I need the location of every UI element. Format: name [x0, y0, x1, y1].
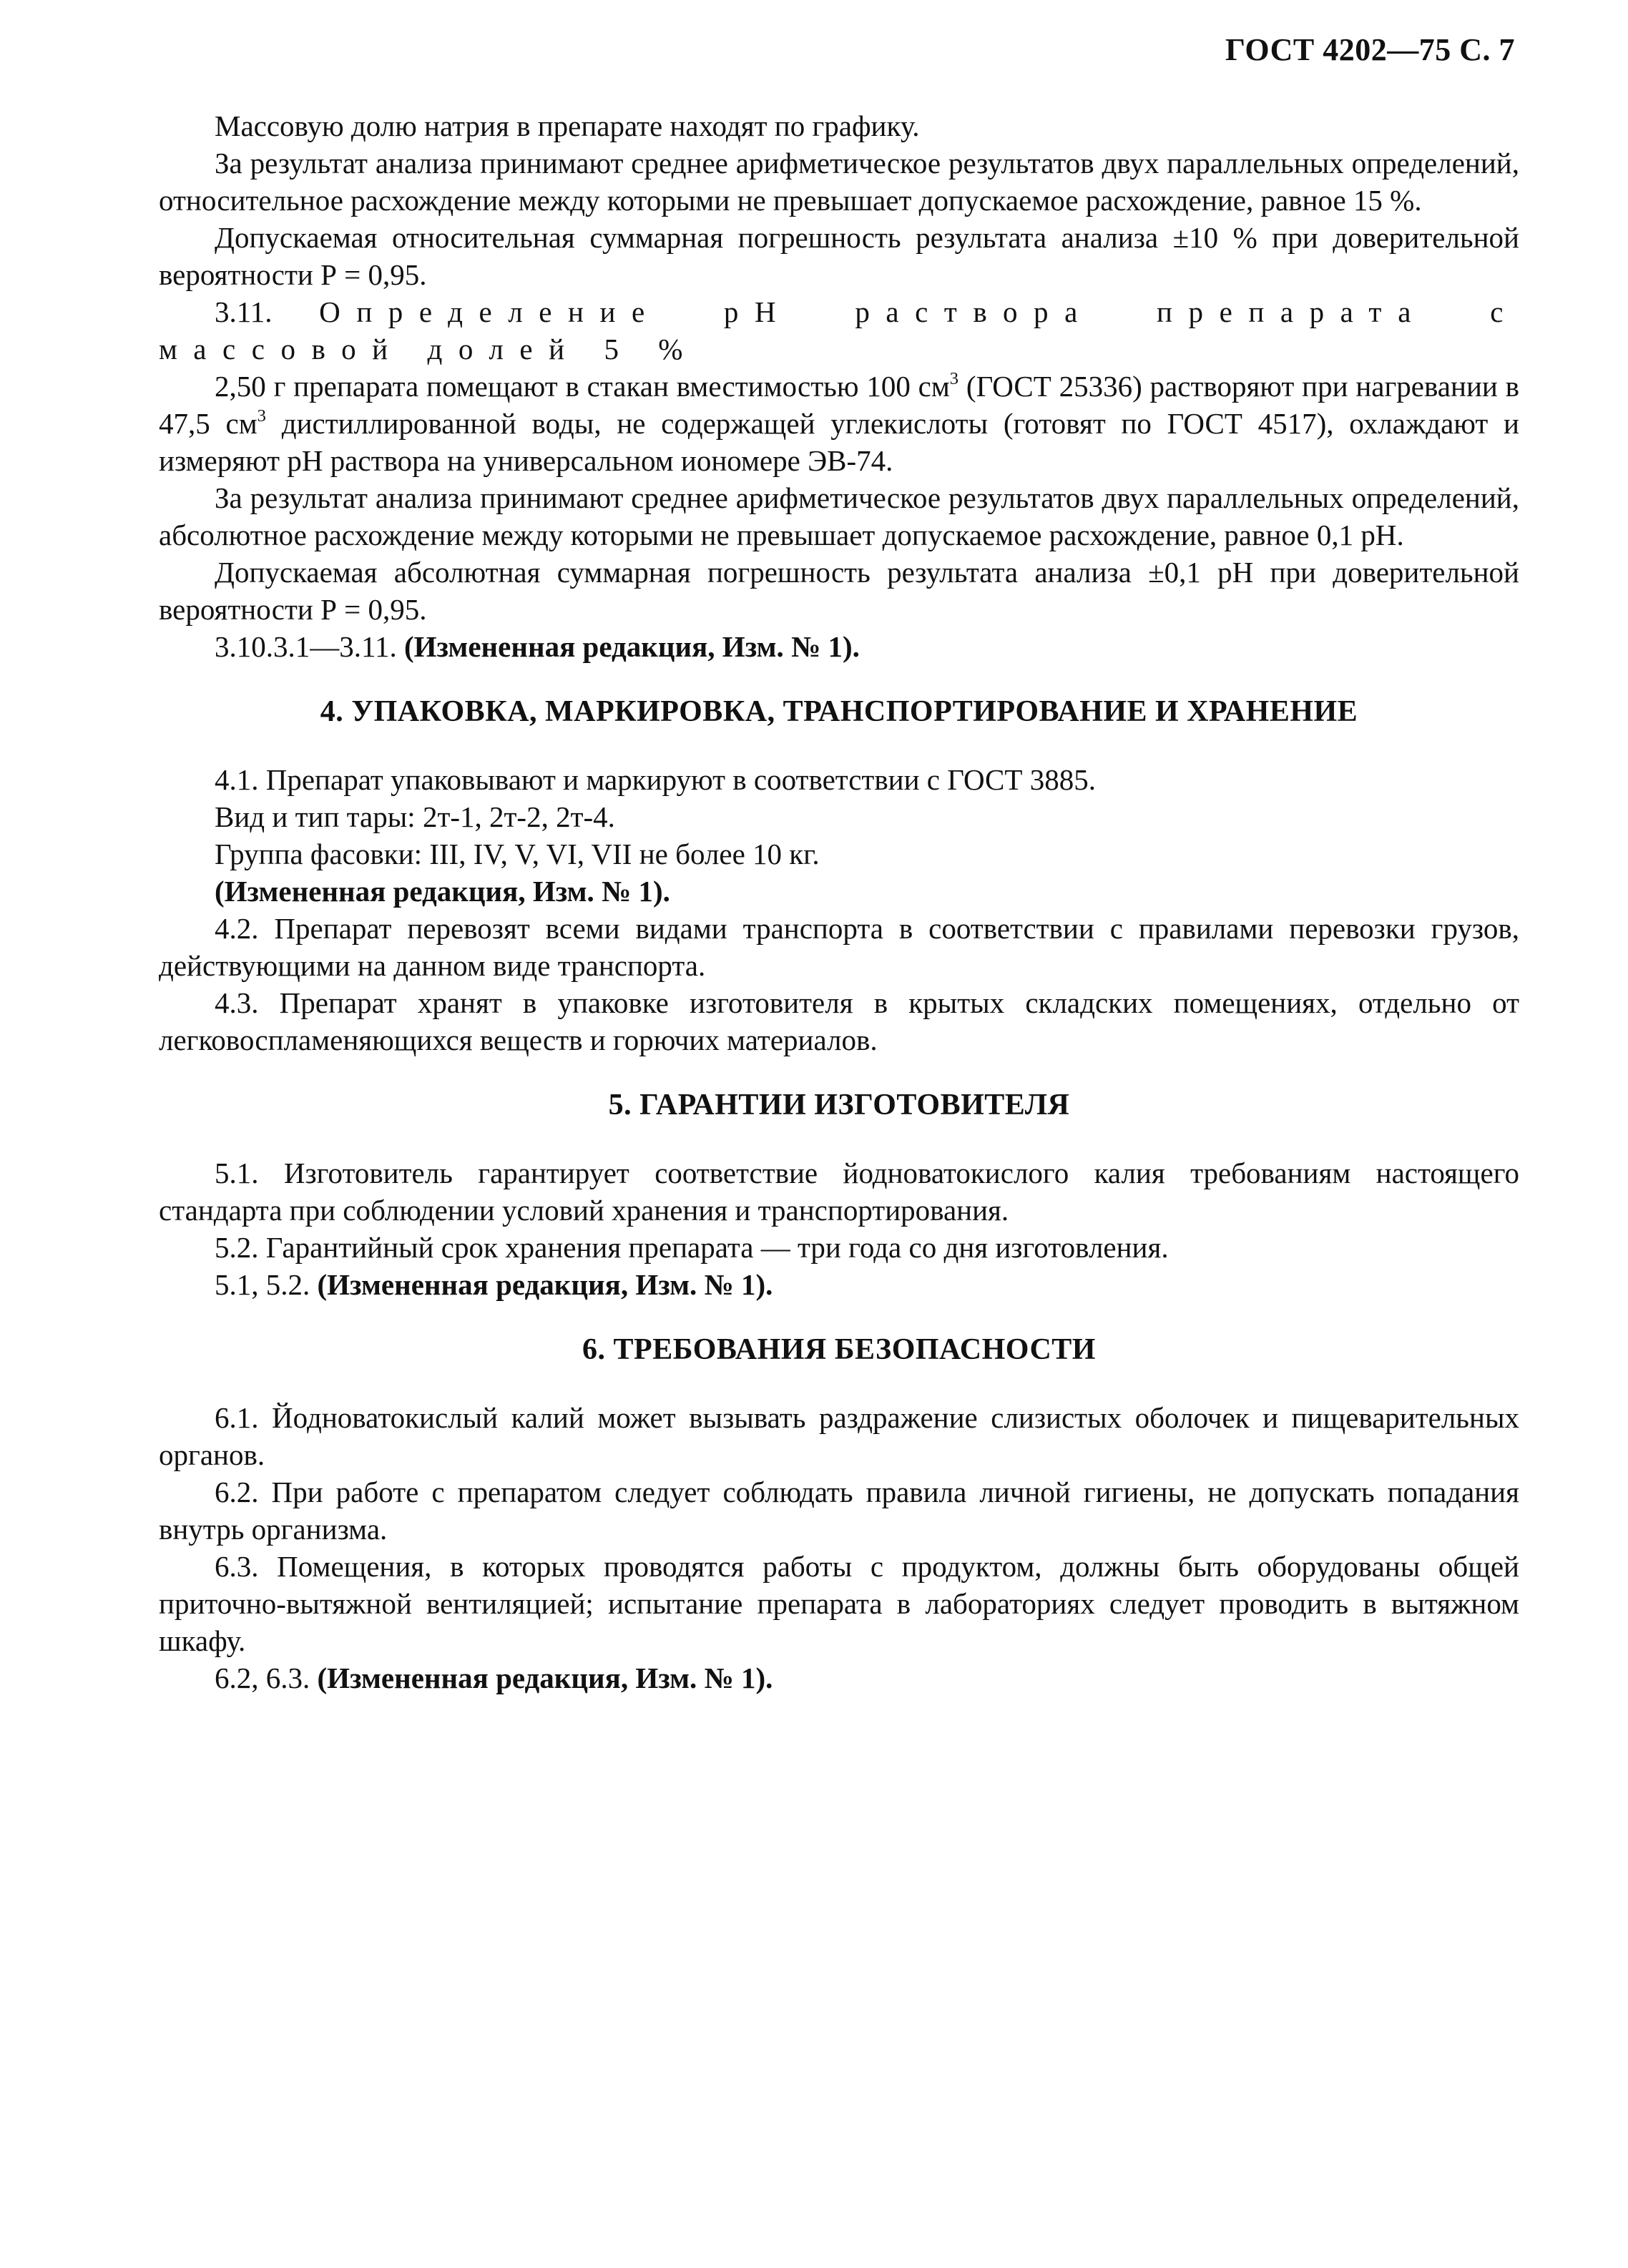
- section-heading-5: 5. ГАРАНТИИ ИЗГОТОВИТЕЛЯ: [608, 1089, 1070, 1121]
- paragraph-6-1: 6.1. Йодноватокислый калий может вызывать раздражение слизистых оболочек и пищеварительных органов.: [159, 1401, 1519, 1471]
- text-fragment: 2,50 г препарата помещают в стакан вместимостью 100 см: [215, 370, 950, 403]
- paragraph-result-relative: За результат анализа принимают среднее арифметическое результатов двух параллельных определений, относительное расхождение между которыми не превышает допускаемое расхождение, равное 15 %.: [159, 147, 1519, 217]
- revision-note: [159, 1659, 1519, 1697]
- document-body: [159, 107, 1519, 1697]
- revision-ref: 5.1, 5.2.: [215, 1268, 310, 1301]
- paragraph-container-type: Вид и тип тары: 2т-1, 2т-2, 2т-4.: [215, 800, 615, 833]
- paragraph-4-2: 4.2. Препарат перевозят всеми видами транспорта в соответствии с правилами перевозки грузов, действующими на данном виде транспорта.: [159, 912, 1519, 982]
- paragraph-error-relative: Допускаемая относительная суммарная погрешность результата анализа ±10 % при доверительной вероятности Р = 0,95.: [159, 221, 1519, 291]
- revision-note: [159, 628, 1519, 665]
- paragraph-5-2: 5.2. Гарантийный срок хранения препарата — три года со дня изготовления.: [215, 1231, 1169, 1264]
- paragraph-6-2: 6.2. При работе с препаратом следует соблюдать правила личной гигиены, не допускать попадания внутрь организма.: [159, 1476, 1519, 1546]
- paragraph-error-absolute: Допускаемая абсолютная суммарная погрешность результата анализа ±0,1 рН при доверительной вероятности Р = 0,95.: [159, 556, 1519, 626]
- page-header: ГОСТ 4202—75 С. 7: [1225, 32, 1515, 67]
- revision-label: (Измененная редакция, Изм. № 1).: [403, 630, 860, 663]
- revision-ref: 6.2, 6.3.: [215, 1661, 310, 1694]
- paragraph-ph-procedure: [159, 368, 1519, 479]
- paragraph-packing-group: Группа фасовки: III, IV, V, VI, VII не более 10 кг.: [215, 838, 820, 870]
- clause-spaced-title: Определение рН раствора препарата с массовой долей 5 %: [159, 295, 1519, 365]
- paragraph-4-1: 4.1. Препарат упаковывают и маркируют в соответствии с ГОСТ 3885.: [215, 763, 1096, 796]
- paragraph-sodium-graph: Массовую долю натрия в препарате находят по графику.: [215, 109, 920, 142]
- superscript: 3: [257, 406, 266, 426]
- section-heading-4: 4. УПАКОВКА, МАРКИРОВКА, ТРАНСПОРТИРОВАНИЕ И ХРАНЕНИЕ: [320, 695, 1358, 728]
- text-fragment: (ГОСТ 25336) растворяют при нагревании в 47,5 см: [159, 370, 1520, 440]
- superscript: 3: [949, 368, 959, 388]
- revision-label: (Измененная редакция, Изм. № 1).: [317, 1268, 773, 1301]
- paragraph-4-3: 4.3. Препарат хранят в упаковке изготовителя в крытых складских помещениях, отдельно от легковоспламеняющихся веществ и горючих материалов.: [159, 986, 1519, 1056]
- revision-label: (Измененная редакция, Изм. № 1).: [317, 1661, 773, 1694]
- paragraph-result-absolute: За результат анализа принимают среднее арифметическое результатов двух параллельных определений, абсолютное расхождение между которыми не превышает допускаемое расхождение, равное 0,1 рН.: [159, 481, 1519, 551]
- text-fragment: дистиллированной воды, не содержащей углекислоты (готовят по ГОСТ 4517), охлаждают и измеряют рН раствора на универсальном иономере ЭВ-74.: [159, 407, 1519, 477]
- revision-note: [159, 1266, 1519, 1303]
- revision-note: (Измененная редакция, Изм. № 1).: [215, 875, 670, 908]
- revision-ref: 3.10.3.1—3.11.: [215, 630, 397, 663]
- clause-3-11-title: [159, 293, 1519, 368]
- paragraph-5-1: 5.1. Изготовитель гарантирует соответствие йодноватокислого калия требованиям настоящего стандарта при соблюдении условий хранения и транспортирования.: [159, 1157, 1519, 1227]
- clause-number: 3.11.: [215, 295, 273, 328]
- paragraph-6-3: 6.3. Помещения, в которых проводятся работы с продуктом, должны быть оборудованы общей приточно-вытяжной вентиляцией; испытание препарата в лабораториях следует проводить в вытяжном шкафу.: [159, 1550, 1519, 1657]
- section-heading-6: 6. ТРЕБОВАНИЯ БЕЗОПАСНОСТИ: [582, 1333, 1096, 1366]
